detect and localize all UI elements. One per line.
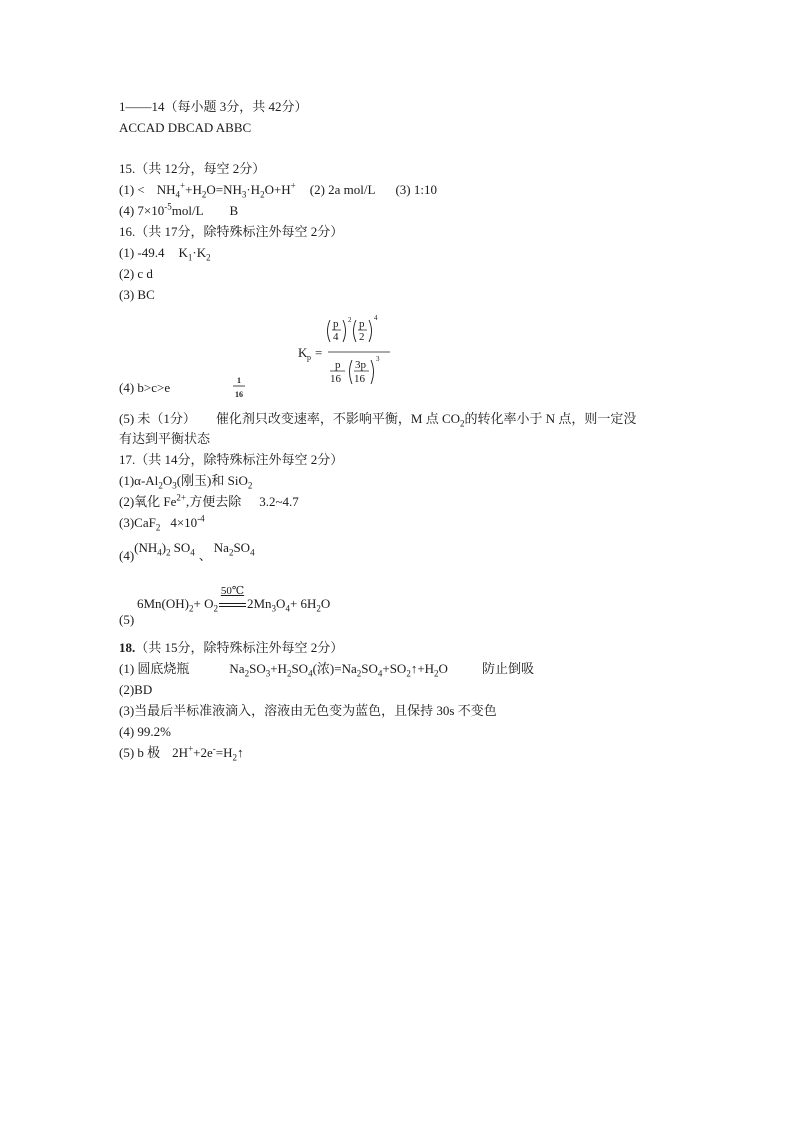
- q16-5-answer: (5) 未（1分）: [119, 411, 196, 426]
- q17-4-number: (4): [119, 548, 135, 563]
- q17-2-range: 3.2~4.7: [259, 494, 299, 509]
- q18-5-electrode: (5) b 极: [119, 745, 161, 760]
- q16-3-answer: (3) BC: [119, 287, 155, 302]
- q15-line2: [119, 203, 238, 219]
- q15-header: 15.（共 12分，每空 2分）: [119, 161, 266, 176]
- svg-text:3p: 3p: [355, 359, 366, 371]
- svg-text:4: 4: [333, 331, 339, 343]
- mc-header: 1——14（每小题 3分，共 42分）: [119, 99, 308, 114]
- q17-2-answer: (2)氧化 $Fe^{2+}$,方便去除 3.2~4.7: [119, 492, 299, 509]
- q18-1-apparatus: (1) 圆底烧瓶: [119, 661, 190, 676]
- svg-text:=: =: [315, 345, 323, 360]
- q15-3-answer: (3) 1:10: [395, 182, 437, 197]
- q15-1-equation: $NH_4^++H_2O=NH_3\cdot H_2O+H^+$: [156, 180, 296, 200]
- svg-text:p: p: [307, 353, 311, 362]
- q15-1-number: (1) <: [119, 182, 145, 197]
- svg-text:16: 16: [330, 373, 341, 385]
- q17-1-answer: $(1)\alpha-Al_2O_3$(刚玉)和 SiO$_2$: [119, 473, 253, 491]
- q16-4-fraction: [231, 374, 247, 402]
- q18-2-answer: (2)BD: [119, 682, 153, 697]
- q16-1-answer: (1) -49.4: [119, 245, 165, 260]
- q18-5-equation: $2H^++2e^-=H_2↑$: [172, 743, 244, 763]
- svg-text:p: p: [359, 318, 365, 330]
- svg-text:2: 2: [348, 316, 352, 324]
- q16-5-line1: [119, 411, 636, 427]
- q18-5-answer: [119, 745, 243, 761]
- q18-1-equation: $Na_2SO_3+H_2SO_4$(浓)$=Na_2SO_4+SO_2↑+H_2O$: [229, 661, 448, 679]
- svg-text:3: 3: [376, 355, 380, 363]
- svg-text:p: p: [333, 318, 339, 330]
- kp-formula: [296, 312, 396, 394]
- q17-4-formulas: $(NH_4)_2$ $SO_4$: [134, 540, 195, 558]
- q15-4-choice: B: [229, 203, 239, 218]
- q16-5-line2: 有达到平衡状态: [119, 431, 211, 446]
- q17-5-number: (5): [119, 612, 135, 627]
- q16-2-answer: (2) c d: [119, 266, 153, 281]
- q17-4-answer: $(4)(NH_4)_2$ $SO_4$ 、$Na_2SO_4$: [119, 540, 255, 563]
- q17-5-condition: 50℃: [218, 596, 247, 612]
- q16-5-explanation: 催化剂只改变速率，不影响平衡，M 点 $CO_2$的转化率小于 N 点，则一定没: [215, 411, 637, 429]
- q18-header: 18.（共 15分，除特殊标注外每空 2分）: [119, 640, 344, 655]
- q15-line1: [119, 182, 437, 198]
- q17-3-answer: (3)CaF$_2$ $4\times 10^{-4}$: [119, 513, 205, 533]
- svg-text:16: 16: [354, 373, 365, 385]
- q16-header: 16.（共 17分，除特殊标注外每空 2分）: [119, 224, 344, 239]
- q18-1-purpose: 防止倒吸: [481, 661, 534, 676]
- q18-3-answer: (3)当最后半标准液滴入，溶液由无色变为蓝色，且保持 30s 不变色: [119, 703, 497, 718]
- mc-answers: ACCAD DBCAD ABBC: [119, 120, 252, 135]
- q16-4-answer: (4) b>c>e: [119, 380, 171, 395]
- q16-line1: [119, 245, 211, 261]
- q17-header: 17.（共 14分，除特殊标注外每空 2分）: [119, 452, 344, 467]
- svg-text:1: 1: [237, 376, 241, 385]
- svg-text:2: 2: [359, 331, 365, 343]
- svg-text:p: p: [335, 359, 341, 371]
- q18-4-answer: (4) 99.2%: [119, 724, 171, 739]
- q15-4-answer: (4) $7\times 10^{-5}mol/L$: [119, 201, 204, 218]
- svg-text:4: 4: [374, 314, 378, 322]
- kp-symbol: K: [298, 345, 308, 360]
- q18-1-answer: [119, 661, 534, 677]
- q17-5-equation: $6Mn(OH)_2+ O_2$ 50℃ $2Mn_3O_4+ 6H_2O$: [137, 585, 331, 614]
- q15-2-answer: (2) 2a mol/L: [309, 182, 376, 197]
- q17-3-value: $4\times 10^{-4}$: [170, 513, 205, 530]
- q16-1-expression: $K_1\cdot K_2$: [178, 245, 211, 263]
- svg-text:16: 16: [235, 390, 243, 399]
